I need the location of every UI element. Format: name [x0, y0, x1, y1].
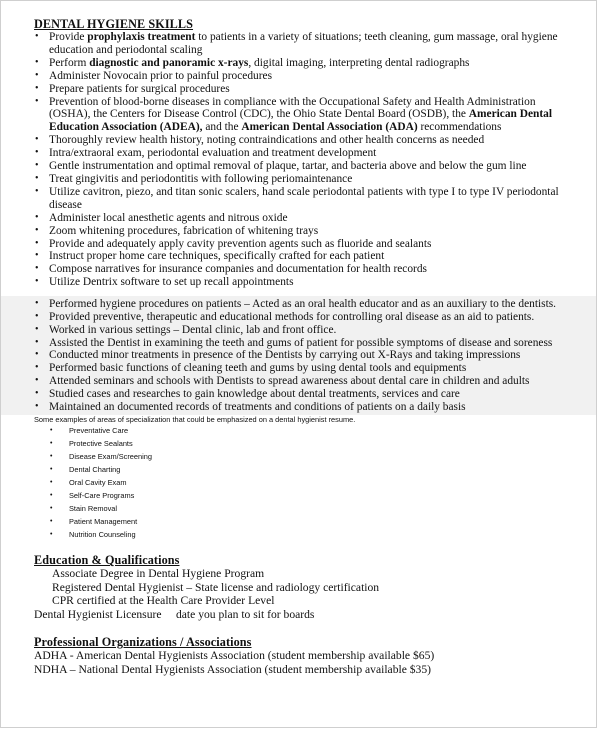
list-item: • Conducted minor treatments in presence of the Dentists by carrying out X-Rays and taking impressions [1, 349, 596, 362]
skills-heading: DENTAL HYGIENE SKILLS [34, 17, 194, 31]
skills-list [1, 31, 596, 289]
licensure-line: Dental Hygienist Licensure date you plan to sit for boards [34, 607, 315, 621]
list-item: • Disease Exam/Screening [1, 450, 596, 463]
list-item: • Prepare patients for surgical procedures [1, 83, 596, 96]
list-item: • Thoroughly review health history, noting contraindications and other health concerns as needed [1, 134, 596, 147]
list-item: • Preventative Care [1, 424, 596, 437]
list-item: • Studied cases and researches to gain knowledge about dental treatments, services and care [1, 388, 596, 401]
list-item: • Utilize cavitron, piezo, and titan sonic scalers, hand scale periodontal patients with type I to type IV periodontal disease [1, 186, 596, 212]
list-item: • Performed basic functions of cleaning teeth and gums by using dental tools and equipments [1, 362, 596, 375]
duties-list [1, 296, 596, 415]
list-item: • Prevention of blood-borne diseases in compliance with the Occupational Safety and Health Administration (OSHA), the Centers for Disease Control (CDC), the Ohio State Dental Board (OSDB), the American Dental Education Association (ADEA), and the American Dental Association (ADA) recommendations [1, 96, 596, 135]
areas-intro: Some examples of areas of specialization that could be emphasized on a dental hygienist resume. [34, 415, 356, 425]
list-item: • Perform diagnostic and panoramic x-rays, digital imaging, interpreting dental radiographs [1, 57, 596, 70]
list-item: • Attended seminars and schools with Dentists to spread awareness about dental care in children and adults [1, 375, 596, 388]
list-item: • Provide prophylaxis treatment to patients in a variety of situations; teeth cleaning, gum massage, oral hygiene education and periodontal scaling [1, 31, 596, 57]
list-item: • Compose narratives for insurance companies and documentation for health records [1, 263, 596, 276]
list-item: • Instruct proper home care techniques, specifically crafted for each patient [1, 250, 596, 263]
education-line: CPR certified at the Health Care Provider Level [52, 594, 275, 608]
list-item: • Nutrition Counseling [1, 528, 596, 541]
education-line: Registered Dental Hygienist – State license and radiology certification [52, 580, 380, 594]
list-item: • Self-Care Programs [1, 489, 596, 502]
list-item: • Treat gingivitis and periodontitis with following periomaintenance [1, 173, 596, 186]
list-item: • Gentle instrumentation and optimal removal of plaque, tartar, and bacteria above and below the gum line [1, 160, 596, 173]
organization-line: ADHA - American Dental Hygienists Association (student membership available $65) [34, 649, 435, 663]
list-item: • Provided preventive, therapeutic and educational methods for controlling oral disease as an aid to patients. [1, 311, 596, 324]
list-item: • Provide and adequately apply cavity prevention agents such as fluoride and sealants [1, 238, 596, 251]
list-item: • Protective Sealants [1, 437, 596, 450]
list-item: • Administer Novocain prior to painful procedures [1, 70, 596, 83]
list-item: • Assisted the Dentist in examining the teeth and gums of patient for possible symptoms of disease and soreness [1, 337, 596, 350]
list-item: • Administer local anesthetic agents and nitrous oxide [1, 212, 596, 225]
list-item: • Performed hygiene procedures on patients – Acted as an oral health educator and as an auxiliary to the dentists. [1, 298, 596, 311]
areas-list [1, 424, 596, 541]
list-item: • Utilize Dentrix software to set up recall appointments [1, 276, 596, 289]
list-item: • Intra/extraoral exam, periodontal evaluation and treatment development [1, 147, 596, 160]
list-item: • Maintained an documented records of treatments and conditions of patients on a daily basis [1, 401, 596, 414]
list-item: • Oral Cavity Exam [1, 476, 596, 489]
list-item: • Stain Removal [1, 502, 596, 515]
education-line: Associate Degree in Dental Hygiene Program [52, 567, 265, 581]
list-item: • Zoom whitening procedures, fabrication of whitening trays [1, 225, 596, 238]
organization-line: NDHA – National Dental Hygienists Association (student membership available $35) [34, 663, 432, 677]
list-item: • Dental Charting [1, 463, 596, 476]
list-item: • Patient Management [1, 515, 596, 528]
education-heading: Education & Qualifications [34, 553, 180, 568]
list-item: • Worked in various settings – Dental clinic, lab and front office. [1, 324, 596, 337]
organizations-heading: Professional Organizations / Associations [34, 635, 252, 650]
